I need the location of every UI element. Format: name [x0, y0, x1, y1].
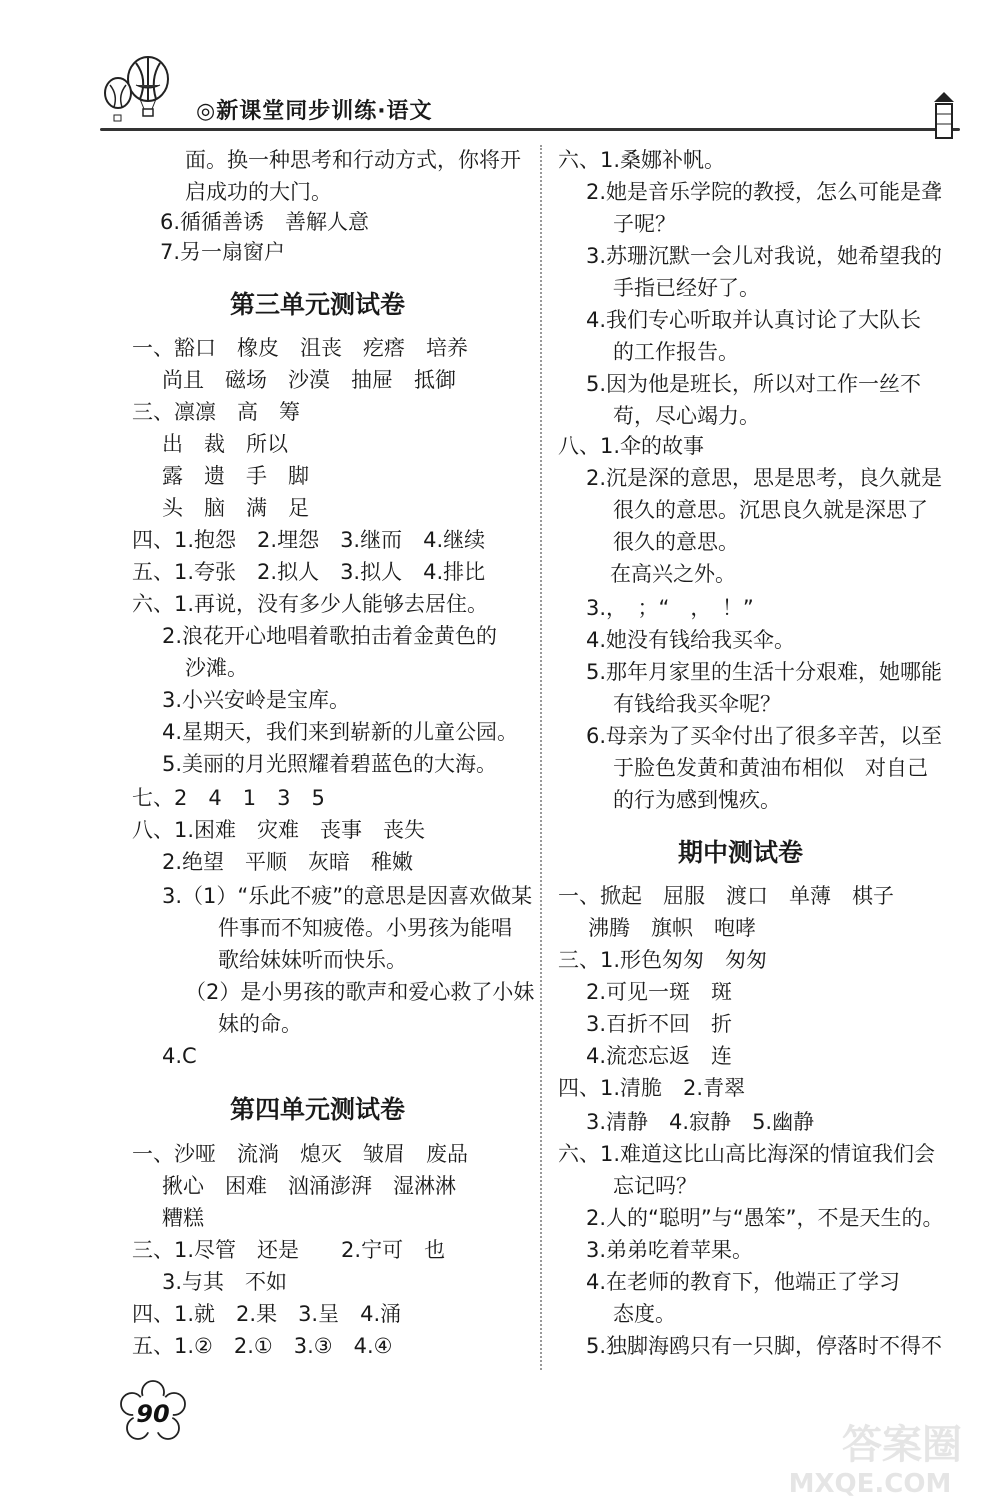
column-divider: [540, 145, 542, 1370]
section-title-unit3: 第三单元测试卷: [230, 290, 406, 319]
text-line: 三、凛凛 高 筹: [132, 400, 300, 424]
text-line: 的工作报告。: [613, 340, 739, 364]
text-line: 苟，尽心竭力。: [613, 404, 760, 428]
text-line: 2.她是音乐学院的教授，怎么可能是聋: [586, 180, 943, 204]
text-line: 在高兴之外。: [610, 562, 736, 586]
text-line: 露 遗 手 脚: [162, 464, 309, 488]
page-number-badge: [118, 1380, 188, 1446]
text-line: 沙滩。: [185, 656, 248, 680]
text-line: （2）是小男孩的歌声和爱心救了小妹: [185, 980, 535, 1004]
text-line: 子呢？: [613, 212, 676, 236]
section-title-unit4: 第四单元测试卷: [230, 1095, 406, 1124]
text-line: 忘记吗？: [613, 1174, 697, 1198]
text-line: 件事而不知疲倦。小男孩为能唱: [218, 916, 512, 940]
page-number: 90: [136, 1400, 170, 1428]
text-line: 揪心 困难 汹涌澎湃 湿淋淋: [162, 1174, 456, 1198]
text-line: 八、1.伞的故事: [558, 434, 705, 458]
watermark-main-text: 答案圈: [842, 1422, 962, 1468]
text-line: 尚且 磁场 沙漠 抽屉 抵御: [162, 368, 456, 392]
text-line: 4.在老师的教育下，他端正了学习: [586, 1270, 901, 1294]
text-line: 4.她没有钱给我买伞。: [586, 628, 796, 652]
text-line: 六、1.桑娜补帆。: [558, 148, 726, 172]
balloons-logo-icon: [96, 55, 186, 135]
text-line: 态度。: [613, 1302, 676, 1326]
text-line: 头 脑 满 足: [162, 496, 309, 520]
text-line: 2.人的“聪明”与“愚笨”，不是天生的。: [586, 1206, 944, 1230]
text-line: 面。换一种思考和行动方式，你将开: [185, 148, 521, 172]
text-line: 7.另一扇窗户: [160, 240, 286, 264]
text-line: 很久的意思。沉思良久就是深思了: [613, 498, 928, 522]
text-line: 3.， ；“ ， ！”: [586, 596, 754, 620]
text-line: 5.因为他是班长，所以对工作一丝不: [586, 372, 922, 396]
text-line: 出 裁 所以: [162, 432, 288, 456]
text-line: 一、掀起 屈服 渡口 单薄 棋子: [558, 884, 894, 908]
header-title: ◎新课堂同步训练·语文: [196, 99, 433, 124]
text-line: 4.流恋忘返 连: [586, 1044, 733, 1068]
text-line: 五、1.夸张 2.拟人 3.拟人 4.排比: [132, 560, 486, 584]
text-line: 有钱给我买伞呢？: [613, 692, 781, 716]
text-line: 2.沉是深的意思，思是思考，良久就是: [586, 466, 943, 490]
text-line: 4.星期天，我们来到崭新的儿童公园。: [162, 720, 519, 744]
corner-decoration-icon: [932, 90, 956, 142]
text-line: 2.可见一斑 斑: [586, 980, 733, 1004]
text-line: 四、1.抱怨 2.埋怨 3.继而 4.继续: [132, 528, 486, 552]
text-line: 糟糕: [162, 1206, 204, 1230]
text-line: 3.清静 4.寂静 5.幽静: [586, 1110, 815, 1134]
text-line: 一、沙哑 流淌 熄灭 皱眉 废品: [132, 1142, 468, 1166]
text-line: 3.苏珊沉默一会儿对我说，她希望我的: [586, 244, 943, 268]
text-line: 歌给妹妹听而快乐。: [218, 948, 407, 972]
text-line: 六、1.再说，没有多少人能够去居住。: [132, 592, 489, 616]
text-line: 5.独脚海鸥只有一只脚，停落时不得不: [586, 1334, 943, 1358]
text-line: 启成功的大门。: [185, 180, 332, 204]
text-line: 3.百折不回 折: [586, 1012, 733, 1036]
text-line: 妹的命。: [218, 1012, 302, 1036]
text-line: 5.那年月家里的生活十分艰难，她哪能: [586, 660, 943, 684]
text-line: 八、1.困难 灾难 丧事 丧失: [132, 818, 426, 842]
text-line: 3.（1）“乐此不疲”的意思是因喜欢做某: [162, 884, 533, 908]
section-title-midterm: 期中测试卷: [678, 838, 804, 867]
watermark-sub-text: MXQE.COM: [788, 1469, 952, 1499]
text-line: 4.C: [162, 1044, 197, 1068]
text-line: 三、1.形色匆匆 匆匆: [558, 948, 768, 972]
text-line: 3.弟弟吃着苹果。: [586, 1238, 754, 1262]
text-line: 四、1.就 2.果 3.呈 4.涌: [132, 1302, 402, 1326]
text-line: 一、豁口 橡皮 沮丧 疙瘩 培养: [132, 336, 468, 360]
text-line: 3.与其 不如: [162, 1270, 288, 1294]
header-rule: [100, 128, 960, 131]
text-line: 2.绝望 平顺 灰暗 稚嫩: [162, 850, 414, 874]
text-line: 于脸色发黄和黄油布相似 对自己: [613, 756, 928, 780]
text-line: 6.循循善诱 善解人意: [160, 210, 370, 234]
text-line: 沸腾 旗帜 咆哮: [588, 916, 756, 940]
text-line: 五、1.② 2.① 3.③ 4.④: [132, 1334, 393, 1358]
text-line: 5.美丽的月光照耀着碧蓝色的大海。: [162, 752, 498, 776]
watermark-logo: [712, 1410, 972, 1500]
text-line: 6.母亲为了买伞付出了很多辛苦，以至: [586, 724, 943, 748]
text-line: 四、1.清脆 2.青翠: [558, 1076, 746, 1100]
text-line: 七、2 4 1 3 5: [132, 786, 325, 810]
text-line: 的行为感到愧疚。: [613, 788, 781, 812]
text-line: 三、1.尽管 还是 2.宁可 也: [132, 1238, 446, 1262]
text-line: 很久的意思。: [613, 530, 739, 554]
text-line: 3.小兴安岭是宝库。: [162, 688, 351, 712]
text-line: 2.浪花开心地唱着歌拍击着金黄色的: [162, 624, 498, 648]
text-line: 4.我们专心听取并认真讨论了大队长: [586, 308, 922, 332]
text-line: 手指已经好了。: [613, 276, 760, 300]
text-line: 六、1.难道这比山高比海深的情谊我们会: [558, 1142, 936, 1166]
